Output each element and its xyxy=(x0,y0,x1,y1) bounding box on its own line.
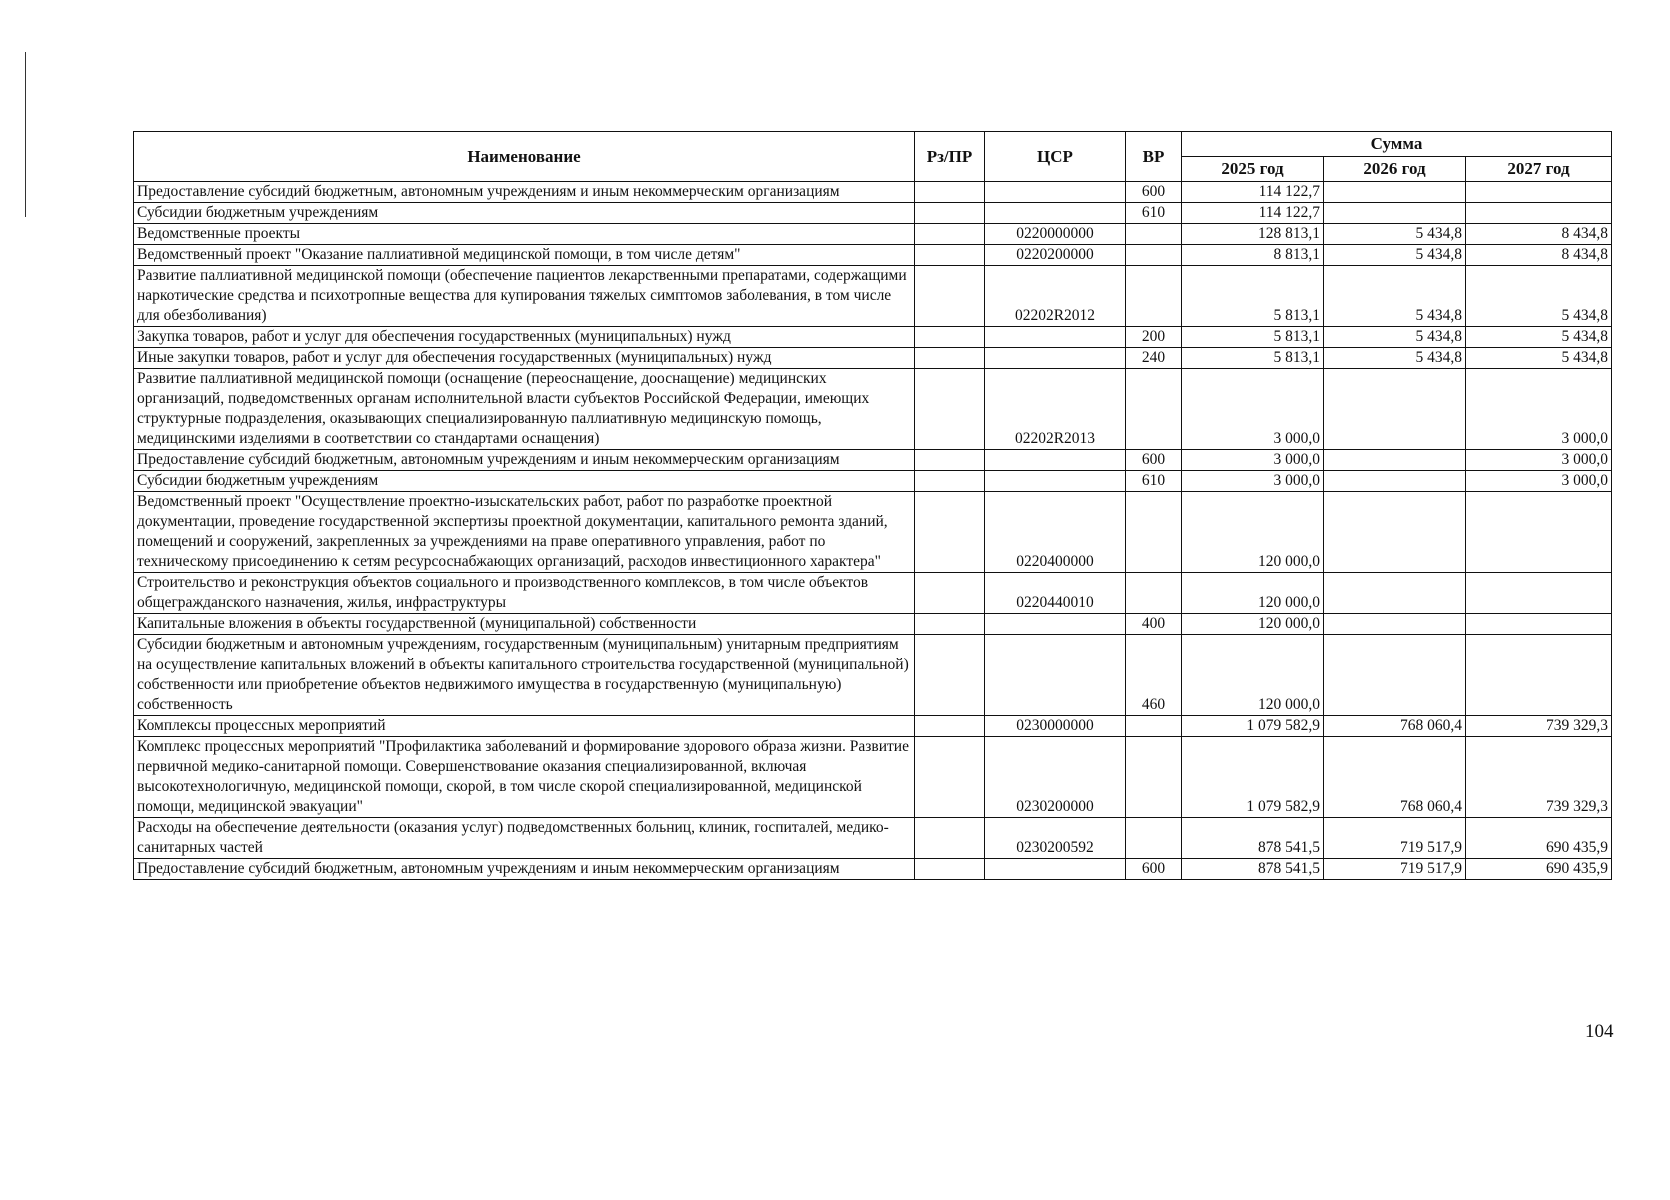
cell-2025: 120 000,0 xyxy=(1182,492,1324,573)
cell-2025: 5 813,1 xyxy=(1182,348,1324,369)
cell-2025: 5 813,1 xyxy=(1182,327,1324,348)
cell-name: Развитие паллиативной медицинской помощи (обеспечение пациентов лекарственными препаратами, содержащими наркотические средства и психотропные вещества для купирования тяжелых симптомов заболевания, в том числе для обезболивания) xyxy=(134,266,915,327)
cell-rzpr xyxy=(915,348,985,369)
cell-name: Капитальные вложения в объекты государственной (муниципальной) собственности xyxy=(134,614,915,635)
cell-2027: 739 329,3 xyxy=(1466,737,1612,818)
cell-vr: 610 xyxy=(1126,471,1182,492)
cell-2026 xyxy=(1324,203,1466,224)
cell-2027: 5 434,8 xyxy=(1466,266,1612,327)
table-row xyxy=(134,614,1612,635)
cell-2026: 719 517,9 xyxy=(1324,859,1466,880)
cell-csr: 0220440010 xyxy=(985,573,1126,614)
cell-2026 xyxy=(1324,614,1466,635)
table-row xyxy=(134,450,1612,471)
cell-vr: 200 xyxy=(1126,327,1182,348)
cell-2027: 3 000,0 xyxy=(1466,369,1612,450)
cell-rzpr xyxy=(915,182,985,203)
cell-2027 xyxy=(1466,614,1612,635)
cell-rzpr xyxy=(915,471,985,492)
table-row xyxy=(134,737,1612,818)
table-header xyxy=(134,132,1612,182)
table-row xyxy=(134,348,1612,369)
cell-rzpr xyxy=(915,450,985,471)
table-row xyxy=(134,492,1612,573)
cell-rzpr xyxy=(915,573,985,614)
cell-2026 xyxy=(1324,182,1466,203)
cell-2026: 5 434,8 xyxy=(1324,266,1466,327)
cell-rzpr xyxy=(915,614,985,635)
cell-2025: 878 541,5 xyxy=(1182,818,1324,859)
table-row xyxy=(134,266,1612,327)
cell-vr xyxy=(1126,245,1182,266)
cell-2026: 5 434,8 xyxy=(1324,245,1466,266)
table-row xyxy=(134,182,1612,203)
cell-2027: 3 000,0 xyxy=(1466,450,1612,471)
cell-2025: 8 813,1 xyxy=(1182,245,1324,266)
cell-csr xyxy=(985,450,1126,471)
cell-rzpr xyxy=(915,818,985,859)
cell-2026: 768 060,4 xyxy=(1324,716,1466,737)
header-csr: ЦСР xyxy=(985,132,1126,182)
header-2027: 2027 год xyxy=(1466,157,1612,182)
cell-2025: 3 000,0 xyxy=(1182,369,1324,450)
cell-vr xyxy=(1126,266,1182,327)
cell-2026: 5 434,8 xyxy=(1324,224,1466,245)
cell-name: Субсидии бюджетным и автономным учреждениям, государственным (муниципальным) унитарным предприятиям на осуществление капитальных вложений в объекты капитального строительства государственной (муниципальной) собственности или приобретение объектов недвижимого имущества в государственную (муниципальную) собственность xyxy=(134,635,915,716)
cell-rzpr xyxy=(915,737,985,818)
cell-rzpr xyxy=(915,203,985,224)
cell-2027: 5 434,8 xyxy=(1466,348,1612,369)
cell-vr xyxy=(1126,573,1182,614)
cell-name: Комплексы процессных мероприятий xyxy=(134,716,915,737)
cell-2025: 120 000,0 xyxy=(1182,573,1324,614)
cell-2026: 5 434,8 xyxy=(1324,327,1466,348)
cell-2027 xyxy=(1466,492,1612,573)
cell-vr xyxy=(1126,737,1182,818)
cell-rzpr xyxy=(915,369,985,450)
cell-vr xyxy=(1126,818,1182,859)
cell-name: Развитие паллиативной медицинской помощи (оснащение (переоснащение, дооснащение) медицинских организаций, подведомственных органам исполнительной власти субъектов Российской Федерации, имеющих структурные подразделения, оказывающих специализированную паллиативную медицинскую помощь, медицинскими изделиями в соответствии со стандартами оснащения) xyxy=(134,369,915,450)
table-row xyxy=(134,224,1612,245)
cell-name: Строительство и реконструкция объектов социального и производственного комплексов, в том числе объектов общегражданского назначения, жилья, инфраструктуры xyxy=(134,573,915,614)
cell-2026 xyxy=(1324,492,1466,573)
page-number: 104 xyxy=(1585,1021,1614,1042)
cell-name: Предоставление субсидий бюджетным, автономным учреждениям и иным некоммерческим организациям xyxy=(134,450,915,471)
cell-csr: 0220400000 xyxy=(985,492,1126,573)
table-row xyxy=(134,635,1612,716)
cell-2027 xyxy=(1466,573,1612,614)
table-row xyxy=(134,369,1612,450)
cell-vr xyxy=(1126,716,1182,737)
cell-vr xyxy=(1126,492,1182,573)
cell-vr xyxy=(1126,224,1182,245)
cell-csr xyxy=(985,327,1126,348)
cell-rzpr xyxy=(915,859,985,880)
cell-2025: 114 122,7 xyxy=(1182,182,1324,203)
cell-name: Закупка товаров, работ и услуг для обеспечения государственных (муниципальных) нужд xyxy=(134,327,915,348)
cell-name: Ведомственные проекты xyxy=(134,224,915,245)
header-vr: ВР xyxy=(1126,132,1182,182)
header-name: Наименование xyxy=(134,132,915,182)
cell-csr xyxy=(985,203,1126,224)
cell-name: Субсидии бюджетным учреждениям xyxy=(134,203,915,224)
table-body xyxy=(134,182,1612,880)
cell-2025: 1 079 582,9 xyxy=(1182,716,1324,737)
cell-csr xyxy=(985,348,1126,369)
cell-csr xyxy=(985,471,1126,492)
table-row xyxy=(134,859,1612,880)
cell-2027: 690 435,9 xyxy=(1466,818,1612,859)
cell-2026 xyxy=(1324,573,1466,614)
cell-rzpr xyxy=(915,635,985,716)
cell-name: Ведомственный проект "Осуществление проектно-изыскательских работ, работ по разработке проектной документации, проведение государственной экспертизы проектной документации, капитального ремонта зданий, помещений и сооружений, закрепленных за учреждениями на праве оперативного управления, работ по техническому присоединению к сетям ресурсоснабжающих организаций, расходов инвестиционного характера" xyxy=(134,492,915,573)
cell-vr: 460 xyxy=(1126,635,1182,716)
cell-csr xyxy=(985,182,1126,203)
cell-csr: 02202R2013 xyxy=(985,369,1126,450)
cell-csr: 0220000000 xyxy=(985,224,1126,245)
cell-2026 xyxy=(1324,471,1466,492)
cell-2027: 8 434,8 xyxy=(1466,245,1612,266)
cell-rzpr xyxy=(915,245,985,266)
cell-2026 xyxy=(1324,450,1466,471)
cell-name: Предоставление субсидий бюджетным, автономным учреждениям и иным некоммерческим организациям xyxy=(134,182,915,203)
cell-rzpr xyxy=(915,327,985,348)
cell-name: Комплекс процессных мероприятий "Профилактика заболеваний и формирование здорового образа жизни. Развитие первичной медико-санитарной помощи. Совершенствование оказания специализированной, включая высокотехнологичную, медицинской помощи, скорой, в том числе скорой специализированной, медицинской помощи, медицинской эвакуации" xyxy=(134,737,915,818)
cell-2027: 5 434,8 xyxy=(1466,327,1612,348)
cell-name: Субсидии бюджетным учреждениям xyxy=(134,471,915,492)
cell-2025: 5 813,1 xyxy=(1182,266,1324,327)
cell-vr: 600 xyxy=(1126,450,1182,471)
cell-csr: 0220200000 xyxy=(985,245,1126,266)
cell-2027: 8 434,8 xyxy=(1466,224,1612,245)
cell-2025: 120 000,0 xyxy=(1182,614,1324,635)
cell-2025: 878 541,5 xyxy=(1182,859,1324,880)
cell-csr: 0230200000 xyxy=(985,737,1126,818)
cell-vr: 240 xyxy=(1126,348,1182,369)
table-row xyxy=(134,327,1612,348)
table-row xyxy=(134,245,1612,266)
cell-csr: 0230000000 xyxy=(985,716,1126,737)
cell-vr: 600 xyxy=(1126,182,1182,203)
cell-rzpr xyxy=(915,716,985,737)
header-sum: Сумма xyxy=(1182,132,1612,157)
cell-2026: 768 060,4 xyxy=(1324,737,1466,818)
cell-2025: 3 000,0 xyxy=(1182,450,1324,471)
cell-name: Иные закупки товаров, работ и услуг для обеспечения государственных (муниципальных) нужд xyxy=(134,348,915,369)
header-2026: 2026 год xyxy=(1324,157,1466,182)
cell-vr xyxy=(1126,369,1182,450)
cell-2027 xyxy=(1466,635,1612,716)
cell-2025: 1 079 582,9 xyxy=(1182,737,1324,818)
cell-2026: 719 517,9 xyxy=(1324,818,1466,859)
cell-2025: 128 813,1 xyxy=(1182,224,1324,245)
cell-rzpr xyxy=(915,266,985,327)
cell-2027 xyxy=(1466,182,1612,203)
cell-2027: 3 000,0 xyxy=(1466,471,1612,492)
table-row xyxy=(134,818,1612,859)
cell-2026 xyxy=(1324,369,1466,450)
cell-2027: 739 329,3 xyxy=(1466,716,1612,737)
cell-2027: 690 435,9 xyxy=(1466,859,1612,880)
cell-2025: 3 000,0 xyxy=(1182,471,1324,492)
table-row xyxy=(134,716,1612,737)
cell-vr: 400 xyxy=(1126,614,1182,635)
cell-vr: 600 xyxy=(1126,859,1182,880)
cell-csr xyxy=(985,859,1126,880)
cell-rzpr xyxy=(915,492,985,573)
cell-2026 xyxy=(1324,635,1466,716)
cell-rzpr xyxy=(915,224,985,245)
cell-name: Ведомственный проект "Оказание паллиативной медицинской помощи, в том числе детям" xyxy=(134,245,915,266)
cell-name: Предоставление субсидий бюджетным, автономным учреждениям и иным некоммерческим организациям xyxy=(134,859,915,880)
cell-csr: 0230200592 xyxy=(985,818,1126,859)
table-row xyxy=(134,573,1612,614)
cell-2025: 120 000,0 xyxy=(1182,635,1324,716)
header-2025: 2025 год xyxy=(1182,157,1324,182)
cell-vr: 610 xyxy=(1126,203,1182,224)
margin-line xyxy=(25,52,26,217)
cell-name: Расходы на обеспечение деятельности (оказания услуг) подведомственных больниц, клиник, госпиталей, медико-санитарных частей xyxy=(134,818,915,859)
cell-csr: 02202R2012 xyxy=(985,266,1126,327)
header-rzpr: Рз/ПР xyxy=(915,132,985,182)
table-row xyxy=(134,471,1612,492)
cell-2027 xyxy=(1466,203,1612,224)
cell-2026: 5 434,8 xyxy=(1324,348,1466,369)
table-row xyxy=(134,203,1612,224)
cell-csr xyxy=(985,635,1126,716)
cell-csr xyxy=(985,614,1126,635)
cell-2025: 114 122,7 xyxy=(1182,203,1324,224)
budget-table xyxy=(133,131,1612,880)
